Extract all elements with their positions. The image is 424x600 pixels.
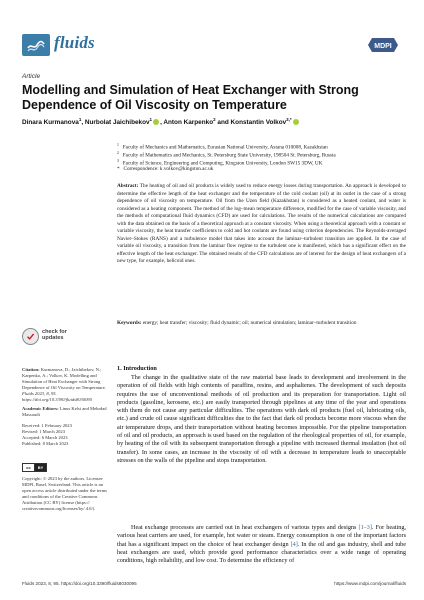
journal-logo-icon: [22, 34, 50, 56]
cc-by-license-icon[interactable]: [22, 463, 47, 472]
publisher-name: MDPI: [374, 43, 392, 50]
author-name: Dinara Kurmanova: [22, 119, 79, 127]
author-affiliation-mark: 1: [78, 117, 82, 122]
correspondence: * Correspondence: k.volkov@kingston.ac.uk: [117, 166, 214, 172]
check-updates-line1: check for: [42, 329, 67, 335]
author-name: Anton Karpenko: [163, 119, 214, 127]
check-updates-line2: updates: [42, 335, 64, 342]
section-heading: 1. Introduction: [117, 365, 157, 372]
citation-journal-ref: Fluids 2023, 8, 95. https://doi.org/10.3390/fluids8030095: [22, 391, 93, 403]
author-separator: ,: [160, 119, 164, 127]
affiliation-2: $^2$ Faculty of Mathematics and Mechanics, St. Petersburg State University, 198504 St. Petersburg, Russia: [117, 151, 336, 159]
citation: [22, 367, 107, 403]
author-affiliation-mark: 3,*: [286, 117, 292, 122]
check-updates-icon: [22, 328, 39, 345]
abstract-text: The heating of oil and oil products is widely used to reduce energy losses during transportation. An approach is developed to determine the effective length of the heat exchanger and the temperature of the cold coolant (oil) at its outlet in the case of a strong dependence of oil viscosity on temperature. Oil from the Uzen field (Kazakhstan) is considered as a heated coolant, and water is considered as a heating component. The method of the log–mean temperature difference, modified for the case of variable viscosity, and the methods of computational fluid dynamics (CFD) are used for calculations. The results of the numerical calculations are compared with the data obtained on the basis of a theoretical approach at a constant viscosity. When using a theoretical approach with a constant or variable viscosity, the heat transfer coefficients to cold and hot coolants are found using criterion dependencies. The Reynolds-averaged Navier–Stokes (RANS) and a turbulence model that takes into account the laminar–turbulent transition are applied. In the case of variable oil viscosity, a transition from the laminar flow regime to the turbulent one is manifested, which has a significant effect on the effective length of the heat exchanger. The obtained results of the CFD calculations are of interest for the design of heat exchangers of a new type, for example, helicoid ones.: [117, 183, 406, 265]
author-separator: ,: [81, 119, 85, 127]
author-name: Nurbolat Jaichibekov: [84, 119, 150, 127]
abstract: [117, 183, 406, 266]
abstract-label: Abstract:: [117, 183, 139, 189]
footer-citation: Fluids 2023, 8, 95. https://doi.org/10.3390/fluids8030095: [22, 581, 137, 586]
keywords-label: Keywords:: [117, 320, 142, 326]
date-received: Received: 1 February 2023: [22, 423, 72, 428]
citation-link[interactable]: [4]: [290, 540, 298, 548]
footer-journal-link[interactable]: https://www.mdpi.com/journal/fluids: [334, 581, 406, 586]
affiliation-1: $^1$ Faculty of Mechanics and Mathematics, Eurasian National University, Astana 010008, Kazakhstan: [117, 143, 328, 151]
orcid-icon[interactable]: [293, 119, 299, 125]
date-accepted: Accepted: 6 March 2023: [22, 435, 68, 441]
keywords: [117, 320, 406, 328]
publication-dates: [22, 423, 107, 447]
author-affiliation-mark: 2: [213, 117, 216, 122]
article-type: Article: [22, 73, 41, 80]
journal-name: fluids: [54, 33, 95, 52]
paragraph-2: Heat exchange processes are carried out in heat exchangers of various types and designs [1–3]. For heating, various heat carriers are used, for example, hot water or steam. Energy consumption is one of the important factors that has a significant impact on the choice of heat exchanger design [4]. In the oil and gas industry, shell and tube heat exchangers are used, which provide good performance characteristics over a wide range of operating conditions, high reliability, and low cost. To determine the efficiency of: [117, 524, 407, 565]
affiliation-3: $^3$ Faculty of Science, Engineering and Computing, Kingston University, London SW15 3DW, UK: [117, 159, 323, 167]
date-revised: Revised: 1 March 2023: [22, 429, 66, 435]
author-list: [22, 117, 402, 126]
date-published: Published: 8 March 2023: [22, 441, 69, 447]
author-separator: and: [215, 119, 231, 127]
editors-text: Linus Kelsi and Mehrdad Massoudi: [22, 406, 107, 418]
author-name: Konstantin Volkov: [230, 119, 287, 127]
paragraph-1: The change in the qualitative state of the raw material base leads to development and involvement in the operation of oil fields with high contents of paraffins, resins, and asphaltenes. The development of such deposits requires the use of unconventional methods of oil production and its preparation for transportation. Light oil products (gasoline, kerosene, etc.) are easily transported through pipelines at any time of the year and operations with them do not cause any particular difficulties. The operations with dark oil products (fuel oil, lubricating oils, etc.) and crude oil cause significant difficulties due to the fact that dark oil products become more viscous when the air temperature drops, and their transportation without heating becomes impossible. For the pipeline transportation of oil and oil products, an approach is used based on the regulation of the rheological properties of oil, for example, by heating of the oil with its subsequent transportation through a pipeline with increased thermal insulation (hot oil transfer). In some cases, an increase in the viscosity of oil with a decrease in temperature leads to unacceptable stresses on the walls of the pipeline and stops transportation.: [117, 374, 406, 464]
check-for-updates-button[interactable]: [22, 326, 72, 348]
citation-text: Kurmanova, D.; Jaichibekov, N.; Karpenko, A.; Volkov, K. Modelling and Simulation of Heat Exchanger with Strong Dependence of Oil Viscosity on Temperature.: [22, 367, 106, 391]
copyright-notice: Copyright: © 2023 by the authors. Licensee MDPI, Basel, Switzerland. This article is an open access article distributed under the terms and conditions of the Creative Commons Attribution (CC BY) license (https:// creativecommons.org/licenses/by/ 4.0/).: [22, 476, 107, 512]
keywords-text: energy; heat transfer; viscosity; fluid dynamic; oil; numerical simulation; laminar–turbulent transition: [142, 320, 357, 326]
orcid-icon[interactable]: [153, 119, 159, 125]
citation-link[interactable]: [1–3]: [358, 524, 372, 531]
academic-editors: [22, 406, 107, 418]
cc-label: cc: [23, 464, 35, 471]
editors-label: Academic Editors:: [22, 406, 59, 411]
citation-label: Citation:: [22, 367, 40, 372]
mdpi-logo-icon: [368, 38, 398, 52]
author-affiliation-mark: 1: [149, 117, 153, 122]
paper-title: Modelling and Simulation of Heat Exchanger with Strong Dependence of Oil Viscosity on Temperature: [22, 83, 359, 112]
by-label: BY: [35, 464, 46, 471]
